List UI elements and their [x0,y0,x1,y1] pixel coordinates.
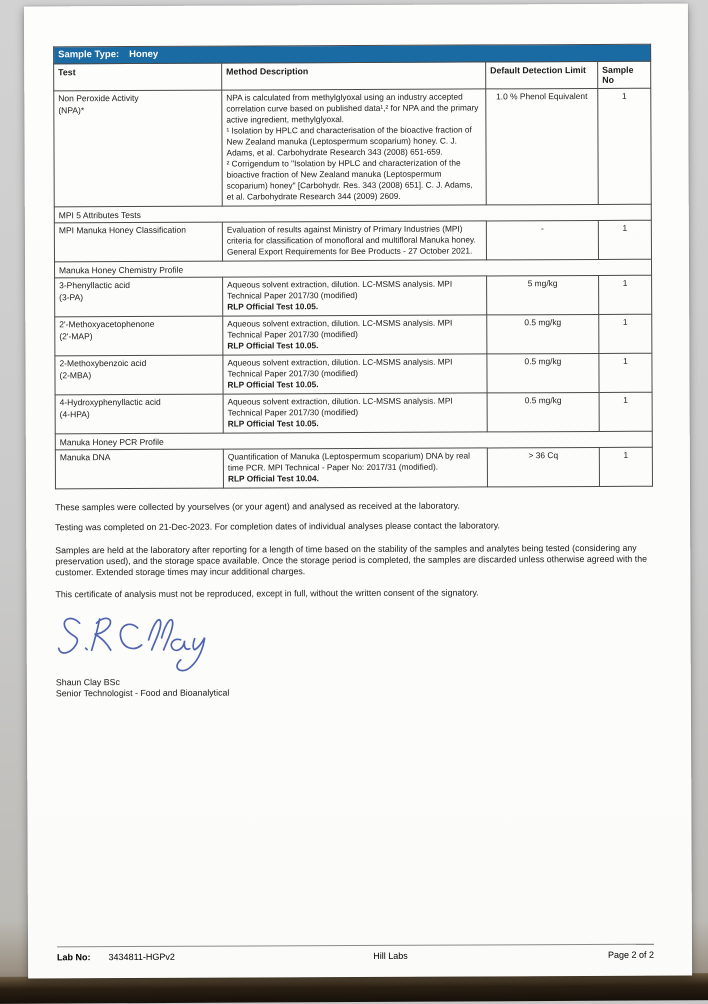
section-title: MPI 5 Attributes Tests [54,204,651,223]
column-header-row [54,61,651,91]
method-reference-1: ¹ Isolation by HPLC and characterisation of the bioactive fraction of New Zealand manuka (Leptospermum scoparium) honey. C. J. Adams, et al. Carbohydrate Research 343 (2008) 651-659. [226,124,472,158]
note-samples-collected: These samples were collected by yourselves (or your agent) and analysed as received at the laboratory. [55,500,460,513]
table-row [54,88,652,207]
section-title: Manuka Honey Chemistry Profile [54,259,651,278]
detection-limit: 1.0 % Phenol Equivalent [486,88,599,204]
method-reference-2: ² Corrigendum to "Isolation by HPLC and characterization of the bioactive fraction of New Zealand manuka (Leptospermum scoparium) honey" [Carbohydr. Res. 343 (2008) 651]. C. J. Adams, et al. Carbohydrate Research 344 (2009) 2609. [226,157,473,202]
method-description: Aqueous solvent extraction, dilution. LC-MSMS analysis. MPI Technical Paper 2017/30 (modified) [227,278,453,301]
document-sheet [24,4,692,979]
signer-name: Shaun Clay BSc [55,676,120,688]
signature-image [56,608,654,673]
sample-no: 1 [598,220,651,259]
section-title: Manuka Honey PCR Profile [55,431,652,450]
test-abbrev: (NPA)* [58,104,85,115]
detection-limit: - [486,220,598,259]
col-default-detection-limit: Default Detection Limit [486,61,598,88]
test-name: 3-Phenyllactic acid [59,279,130,291]
note-storage-policy: Samples are held at the laboratory after reporting for a length of time based on the stability of the samples and analytes being tested (considering any preservation used), and the storage space available. Once the storage period is completed, the samples are discarded unless otherwise agreed with the customer. Extended storage times may incur additional charges. [55,542,648,578]
detection-limit: 0.5 mg/kg [487,392,599,431]
col-method-description: Method Description [222,62,486,90]
test-name: Manuka DNA [59,452,111,463]
detection-limit: 5 mg/kg [487,275,599,314]
method-description: Aqueous solvent extraction, dilution. LC-MSMS analysis. MPI Technical Paper 2017/30 (modified) [227,356,453,379]
method-official-test: RLP Official Test 10.04. [227,473,319,484]
detection-limit: > 36 Cq [487,447,599,486]
table-row [55,353,652,395]
lab-no-value: 3434811-HGPv2 [108,951,175,963]
table-row [55,392,652,434]
results-table [53,44,653,490]
sample-type-value: Honey [129,48,159,60]
footer-page-number: Page 2 of 2 [607,949,655,960]
method-description: Evaluation of results against Ministry of Primary Industries (MPI) criteria for classification of monofloral and multifloral Manuka honey. General Export Requirements for Bee Products - 27 October 2021. [226,223,476,257]
table-row [54,220,651,262]
table-row [55,447,652,489]
sample-no: 1 [599,353,652,392]
sample-type-label: Sample Type: [58,49,120,61]
detection-limit: 0.5 mg/kg [487,314,599,353]
method-official-test: RLP Official Test 10.05. [227,379,319,390]
method-official-test: RLP Official Test 10.05. [227,301,319,312]
test-abbrev: (4-HPA) [59,408,90,419]
signer-title: Senior Technologist - Food and Bioanalytical [55,687,230,699]
test-abbrev: (2-MBA) [59,369,92,380]
sample-no: 1 [599,314,652,353]
method-official-test: RLP Official Test 10.05. [227,340,319,351]
detection-limit: 0.5 mg/kg [487,353,599,392]
note-testing-completed: Testing was completed on 21-Dec-2023. For completion dates of individual analyses please contact the laboratory. [55,520,501,533]
footer-lab-name: Hill Labs [373,950,408,961]
test-name: 2'-Methoxyacetophenone [59,318,155,330]
document-content [53,44,654,699]
test-name: MPI Manuka Honey Classification [58,224,186,236]
method-official-test: RLP Official Test 10.05. [227,418,319,429]
page-footer [57,944,654,963]
sample-no: 1 [598,88,652,204]
note-reproduction: This certificate of analysis must not be reproduced, except in full, without the written consent of the signatory. [55,587,479,600]
method-description: Aqueous solvent extraction, dilution. LC-MSMS analysis. MPI Technical Paper 2017/30 (modified) [227,317,453,340]
method-description: NPA is calculated from methylglyoxal using an industry accepted correlation curve based on published data¹,² for NPA and the primary active ingredient, methylglyoxal. [226,91,479,125]
sample-no: 1 [599,392,652,431]
col-test: Test [54,63,222,91]
col-sample-no: Sample No [598,61,651,88]
table-row [55,275,652,317]
test-name: 4-Hydroxyphenyllactic acid [59,396,161,408]
test-name: Non Peroxide Activity [58,92,139,104]
lab-no-label: Lab No: [57,952,91,963]
test-abbrev: (3-PA) [59,291,84,302]
method-description: Quantification of Manuka (Leptospermum scoparium) DNA by real time PCR. MPI Technical - Paper No: 2017/31 (modified). [227,450,470,473]
sample-no: 1 [599,275,652,314]
test-abbrev: (2'-MAP) [59,330,93,341]
method-description: Aqueous solvent extraction, dilution. LC-MSMS analysis. MPI Technical Paper 2017/30 (modified) [227,395,453,418]
sample-no: 1 [599,447,652,486]
test-name: 2-Methoxybenzoic acid [59,357,147,369]
table-row [55,314,652,356]
